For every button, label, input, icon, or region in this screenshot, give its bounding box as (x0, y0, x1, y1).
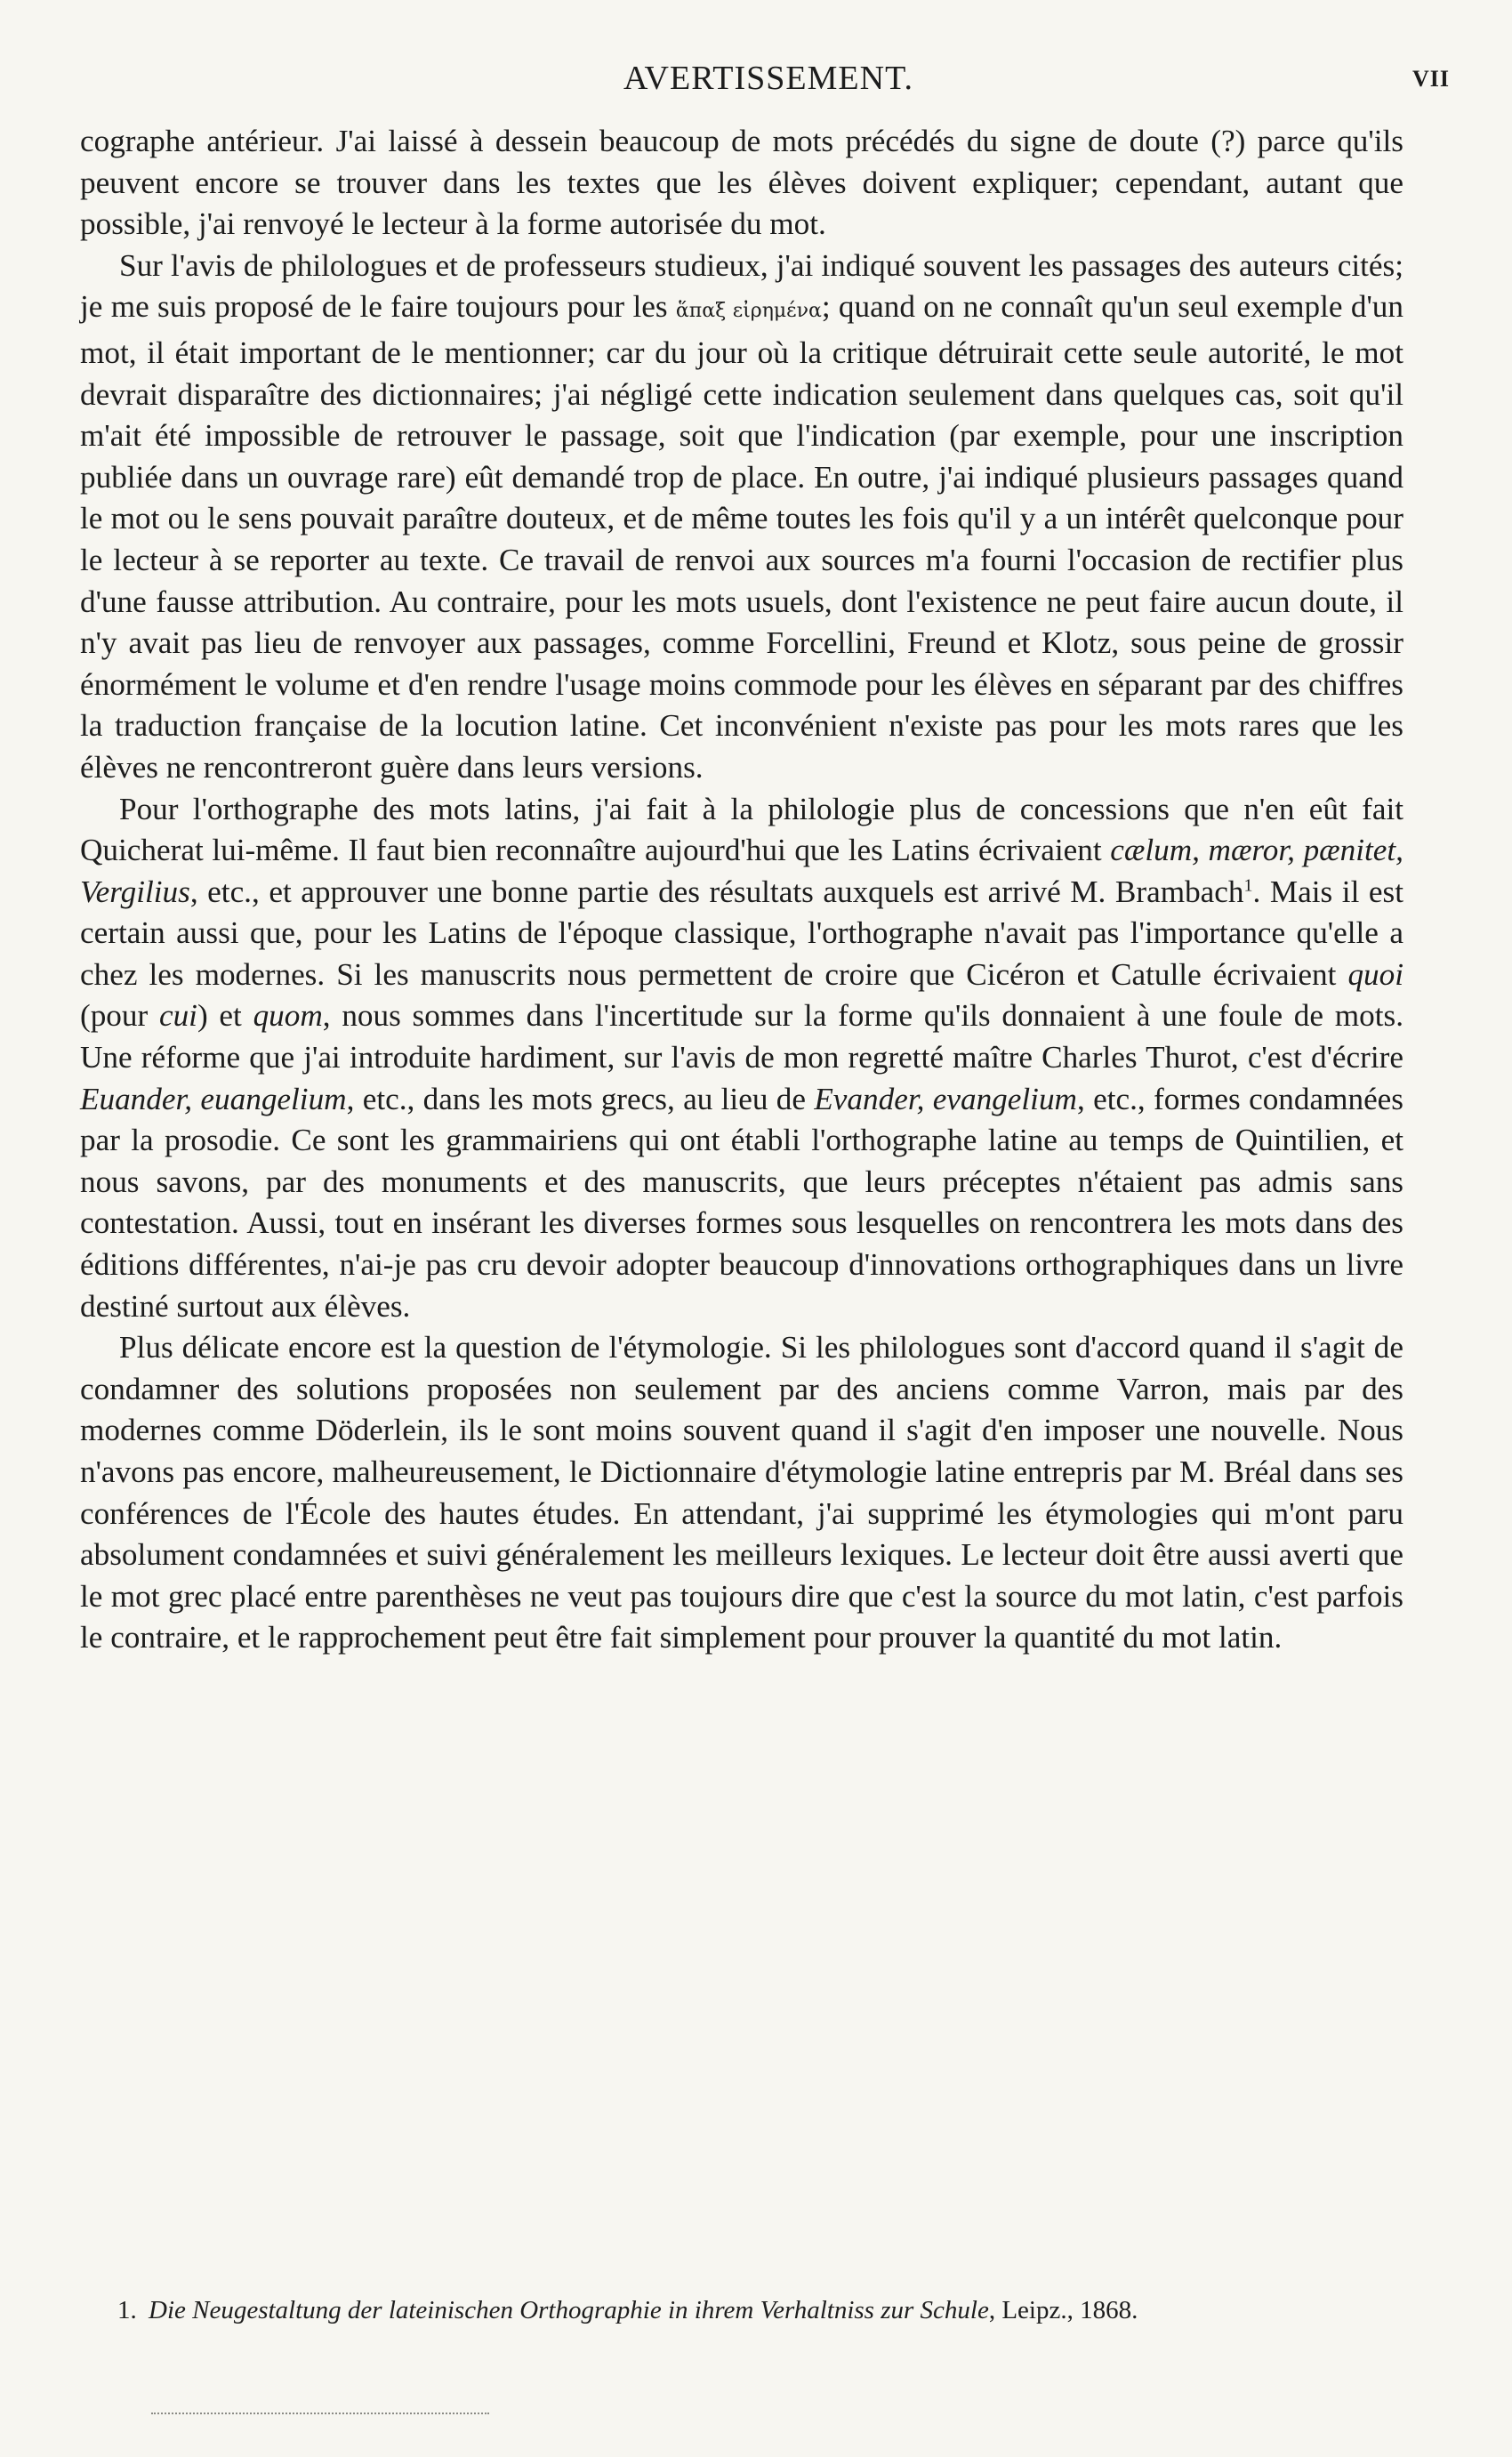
text-run: cographe antérieur. J'ai laissé à dessein beaucoup de mots précédés du signe de doute (?) parce qu'ils peuvent encore se trouver dans les textes que les élèves doivent expliquer; cependant, autant que possible, j'ai renvoyé le lecteur à la forme autorisée du mot. (80, 124, 1403, 242)
text-run: ; quand on ne connaît qu'un seul exemple d'un mot, il était important de le mentionner; car du jour où la critique détruirait cette seule autorité, le mot devrait disparaître des dictionnaires; j'ai négligé cette indication seulement dans quelques cas, soit qu'il m'ait été impossible de retrouver le passage, soit que l'indication (par exemple, pour une inscription publiée dans un ouvrage rare) eût demandé trop de place. En outre, j'ai indiqué plusieurs passages quand le mot ou le sens pouvait paraître douteux, et de même toutes les fois qu'il y a un intérêt quelconque pour le lecteur à se reporter au texte. Ce travail de renvoi aux sources m'a fourni l'occasion de rectifier plus d'une fausse attribution. Au contraire, pour les mots usuels, dont l'existence ne peut faire aucun doute, il n'y avait pas lieu de renvoyer aux passages, comme Forcellini, Freund et Klotz, sous peine de grossir énormément le volume et d'en rendre l'usage moins commode pour les élèves en séparant par des chiffres la traduction française de la locution latine. Cet inconvénient n'existe pas pour les mots rares que les élèves ne rencontreront guère dans leurs versions. (80, 289, 1403, 785)
footnote-number: 1. (117, 2296, 137, 2324)
italic-text: quoi (1347, 956, 1403, 992)
italic-text: cælum, mæror, pænitet, Vergilius (80, 833, 1403, 909)
greek-text: ἅπαξ εἰρημένα (675, 300, 822, 323)
paragraph (80, 789, 1403, 1328)
text-run: . Mais il est certain aussi que, pour les Latins de l'époque classique, l'orthographe n'avait pas l'importance qu'elle a chez les modernes. Si les manuscrits nous permettent de croire que Cicéron et Catulle écrivaient (80, 874, 1403, 992)
page-number: VII (1411, 66, 1450, 92)
text-run: ) et (197, 998, 253, 1034)
running-head: AVERTISSEMENT. (623, 60, 913, 97)
footnote-ref: 1 (1243, 874, 1253, 895)
italic-text: Evander, evangelium (814, 1081, 1077, 1116)
text-run: Pour l'orthographe des mots latins, j'ai fait à la philologie plus de concessions que n'en eût fait Quicherat lui-même. Il faut bien reconnaître aujourd'hui que les Latins écrivaient (80, 791, 1403, 868)
paragraph (80, 1327, 1403, 1659)
paragraph (80, 246, 1403, 789)
text-run: , nous sommes dans l'incertitude sur la forme qu'ils donnaient à une foule de mots. Une réforme que j'ai introduite hardiment, sur l'avis de mon regretté maître Charles Thurot, c'est d'écrire (80, 998, 1403, 1075)
italic-text: Euander, euangelium (80, 1081, 347, 1116)
text-run: , etc., et approuver une bonne partie des résultats auxquels est arrivé M. Brambach (189, 874, 1244, 909)
footnote (117, 2293, 1398, 2327)
footnote-tail: , Leipz., 1868. (988, 2296, 1138, 2324)
text-run: Sur l'avis de philologues et de professeurs studieux, j'ai indiqué souvent les passages des auteurs cités; je me suis proposé de le faire toujours pour les (80, 247, 1403, 325)
footnote-title: Die Neugestaltung der lateinischen Orthographie in ihrem Verhaltniss zur Schule (149, 2296, 989, 2324)
page-header (78, 59, 1459, 103)
text-run: (pour (80, 998, 159, 1034)
body-text (80, 121, 1403, 1659)
italic-text: cui (158, 998, 197, 1034)
italic-text: quom (253, 998, 323, 1034)
text-run: , etc., dans les mots grecs, au lieu de (346, 1081, 815, 1116)
text-run: Plus délicate encore est la question de l'étymologie. Si les philologues sont d'accord quand il s'agit de condamner des solutions proposées non seulement par des anciens comme Varron, mais par des modernes comme Döderlein, ils le sont moins souvent quand il s'agit d'en imposer une nouvelle. Nous n'avons pas encore, malheureusement, le Dictionnaire d'étymologie latine entrepris par M. Bréal dans ses conférences de l'École des hautes études. En attendant, j'ai supprimé les étymologies qui m'ont paru absolument condamnées et suivi généralement les meilleurs lexiques. Le lecteur doit être aussi averti que le mot grec placé entre parenthèses ne veut pas toujours dire que c'est la source du mot latin, c'est parfois le contraire, et le rapprochement peut être fait simplement pour prouver la quantité du mot latin. (80, 1330, 1403, 1655)
paragraph (80, 121, 1403, 246)
text-run: , etc., formes condamnées par la prosodie. Ce sont les grammairiens qui ont établi l'orthographe latine au temps de Quintilien, et nous savons, par des monuments et des manuscrits, que leurs préceptes n'étaient pas admis sans contestation. Aussi, tout en insérant les diverses formes sous lesquelles on rencontrera les mots dans des éditions différentes, n'ai-je pas cru devoir adopter beaucoup d'innovations orthographiques dans un livre destiné surtout aux élèves. (80, 1081, 1403, 1324)
bottom-rule (151, 2413, 489, 2414)
